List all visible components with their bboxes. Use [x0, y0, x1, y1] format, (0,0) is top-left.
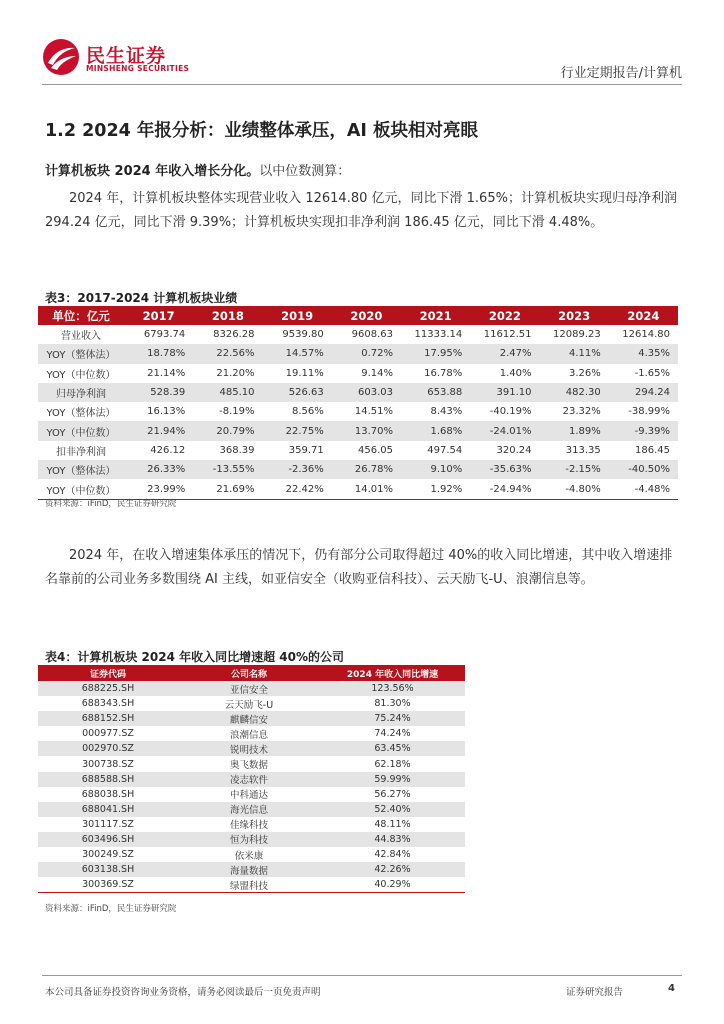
table-cell: -13.55%: [193, 460, 262, 479]
table4-row: [38, 787, 465, 802]
table4-row: [38, 862, 465, 877]
table-cell: 8.43%: [430, 406, 463, 418]
table-cell: 营业收入: [61, 331, 101, 343]
table-cell: 74.24%: [374, 728, 411, 740]
brand-name-en: MINSHENG SECURITIES: [86, 64, 190, 73]
table-cell: 14.57%: [263, 344, 332, 363]
table-cell: 中科通达: [229, 790, 268, 802]
paragraph-lead: 计算机板块 2024 年收入增长分化。: [45, 164, 260, 179]
table-cell: 9.10%: [401, 460, 470, 479]
table-cell: 9539.80: [282, 329, 324, 341]
table3-row: [38, 344, 678, 363]
table-cell: -40.19%: [489, 406, 532, 418]
table-cell: 688343.SH: [81, 698, 135, 710]
table4-header-cell: 2024 年收入同比增速: [320, 665, 465, 681]
paragraph-summary: 2024 年，计算机板块整体实现营业收入 12614.80 亿元，同比下滑 1.65%；计算机板块实现归母净利润 294.24 亿元，同比下滑 9.39%；计算机板块实现扣非净利润 186.45 亿元，同比下滑 4.48%。: [45, 191, 677, 230]
table-cell: -1.65%: [634, 367, 670, 379]
table-cell: 21.69%: [193, 479, 262, 499]
table3-row: [38, 402, 678, 421]
table-cell: 8.56%: [291, 406, 324, 418]
table-cell: 6793.74: [143, 329, 186, 341]
table4-header-row: [38, 665, 465, 681]
table4-row: [38, 817, 465, 832]
table-cell: 4.35%: [609, 344, 678, 363]
table-cell: 12089.23: [553, 329, 601, 341]
table-cell: 13.70%: [332, 421, 401, 440]
table3-header-cell: 2020: [332, 306, 401, 325]
table3-row: [38, 421, 678, 440]
table3-row: [38, 364, 678, 383]
table-cell: 426.12: [150, 444, 186, 456]
table-cell: 21.94%: [124, 421, 193, 440]
brand-logo: [42, 38, 190, 78]
table-cell: 佳缘科技: [229, 820, 268, 832]
table-cell: YOY（中位数）: [38, 421, 124, 440]
table-cell: 688038.SH: [81, 788, 135, 800]
table-cell: 42.84%: [374, 849, 411, 861]
header-divider: [42, 84, 682, 85]
table-cell: 9608.63: [351, 329, 393, 341]
paragraph-lead-rest: 以中位数测算：: [259, 164, 351, 179]
table-cell: 麒麟信安: [178, 711, 320, 726]
table-cell: 22.42%: [263, 479, 332, 499]
table-cell: 1.89%: [540, 421, 609, 440]
table-cell: 653.88: [401, 383, 470, 402]
table-cell: 11612.51: [483, 329, 532, 341]
table-cell: -40.50%: [609, 460, 678, 479]
table4-body: [38, 681, 465, 893]
table-cell: -24.94%: [470, 479, 539, 499]
table-cell: 48.11%: [374, 818, 411, 830]
table-cell: 依米康: [234, 850, 264, 862]
table-cell: -38.99%: [628, 406, 670, 418]
table-cell: 浪潮信息: [229, 729, 268, 741]
table-cell: 528.39: [124, 383, 193, 402]
table-cell: 63.45%: [320, 741, 465, 756]
table3-row: [38, 460, 678, 479]
table-cell: 603.03: [332, 383, 401, 402]
table4-header-cell: 证券代码: [38, 665, 178, 681]
table-cell: 锐明技术: [178, 741, 320, 756]
table-cell: 22.56%: [193, 344, 262, 363]
table-cell: 000977.SZ: [82, 728, 134, 740]
table-cell: 恒为科技: [178, 832, 320, 847]
table4-row: [38, 681, 465, 696]
table-cell: 17.95%: [401, 344, 470, 363]
page-number: 4: [668, 983, 675, 994]
table-cell: 42.26%: [320, 862, 465, 877]
table3-row: [38, 383, 678, 402]
table4-companies: [38, 665, 465, 893]
table-cell: -2.15%: [540, 460, 609, 479]
table3-row: [38, 441, 678, 460]
table-cell: 2.47%: [470, 344, 539, 363]
table-cell: 26.33%: [124, 460, 193, 479]
table-cell: 20.79%: [193, 421, 262, 440]
page-header: [0, 0, 724, 88]
table3-header-cell: 2022: [470, 306, 539, 325]
table-cell: YOY（中位数）: [46, 369, 116, 381]
footer-divider: [42, 975, 682, 976]
table-cell: 亚信安全: [178, 681, 320, 696]
table-cell: 391.10: [470, 383, 539, 402]
table-cell: 21.14%: [147, 367, 186, 379]
table-cell: 9.14%: [361, 367, 393, 379]
table-cell: 绿盟科技: [178, 877, 320, 893]
table-cell: 603138.SH: [38, 862, 178, 877]
table-cell: 3.26%: [568, 367, 601, 379]
table3-header-row: [38, 306, 678, 325]
table3-row: [38, 325, 678, 344]
table3-header-cell: 2024: [609, 306, 678, 325]
table-cell: 4.11%: [540, 344, 609, 363]
table4-row: [38, 877, 465, 893]
table4-row: [38, 741, 465, 756]
table-cell: 456.05: [358, 444, 393, 456]
table-cell: -9.39%: [609, 421, 678, 440]
table-cell: 186.45: [635, 444, 670, 456]
table4-row: [38, 726, 465, 741]
table-cell: 云天励飞-U: [224, 699, 274, 711]
table-cell: 62.18%: [374, 758, 411, 770]
paragraph-ai-growth: 2024 年，在收入增速集体承压的情况下，仍有部分公司取得超过 40%的收入同比增速，其中收入增速排名靠前的公司业务多数围绕 AI 主线，如亚信安全（收购亚信科技）、云天励飞-U、浪潮信息等。: [45, 548, 673, 587]
table-cell: 123.56%: [320, 681, 465, 696]
table-cell: 526.63: [263, 383, 332, 402]
table-cell: 14.51%: [354, 406, 393, 418]
table4-row: [38, 772, 465, 787]
table-cell: 14.01%: [332, 479, 401, 499]
table-cell: 19.11%: [285, 367, 324, 379]
table3-source: 资料来源：iFinD，民生证券研究院: [45, 499, 177, 509]
table-cell: 40.29%: [320, 877, 465, 893]
table4-header-cell: 公司名称: [178, 665, 320, 681]
table-cell: 81.30%: [374, 698, 411, 710]
table4-row: [38, 711, 465, 726]
table-cell: 300369.SZ: [38, 877, 178, 893]
table-cell: -35.63%: [470, 460, 539, 479]
table3-body: [38, 325, 678, 499]
table-cell: 26.78%: [332, 460, 401, 479]
table-cell: 320.24: [496, 444, 532, 456]
table3-performance: [38, 306, 678, 500]
table-cell: 归母净利润: [38, 383, 124, 402]
table-cell: 313.35: [565, 444, 601, 456]
table-cell: 603496.SH: [38, 832, 178, 847]
section-title: 1.2 2024 年报分析：业绩整体承压，AI 板块相对亮眼: [45, 121, 479, 141]
table3-header-cell: 2023: [540, 306, 609, 325]
table-cell: 002970.SZ: [38, 741, 178, 756]
table-cell: -4.48%: [609, 479, 678, 499]
table3-header-cell: 2021: [401, 306, 470, 325]
table-cell: 海量数据: [178, 862, 320, 877]
minsheng-logo-icon: [42, 38, 80, 76]
table-cell: 300249.SZ: [82, 849, 134, 861]
table4-row: [38, 802, 465, 817]
table-cell: 23.32%: [562, 406, 601, 418]
table-cell: 688041.SH: [38, 802, 178, 817]
table-cell: -8.19%: [219, 406, 255, 418]
table-cell: 21.20%: [216, 367, 255, 379]
table-cell: 12614.80: [622, 329, 670, 341]
table4-row: [38, 847, 465, 862]
table-cell: 1.68%: [401, 421, 470, 440]
table4-row: [38, 696, 465, 711]
table-cell: 海光信息: [178, 802, 320, 817]
table3-header-cell: 2019: [263, 306, 332, 325]
table3-title: 表3：2017-2024 计算机板块业绩: [45, 291, 238, 305]
table3-header-cell: 单位：亿元: [38, 306, 124, 325]
table4-row: [38, 756, 465, 771]
table-cell: 56.27%: [374, 788, 411, 800]
table-cell: -2.36%: [263, 460, 332, 479]
table-cell: 0.72%: [332, 344, 401, 363]
footer-doc-type: 证券研究报告: [566, 987, 624, 998]
table-cell: 11333.14: [414, 329, 463, 341]
table-cell: -24.01%: [470, 421, 539, 440]
table-cell: YOY（整体法）: [38, 460, 124, 479]
table4-source: 资料来源：iFinD，民生证券研究院: [45, 904, 177, 914]
table-cell: 75.24%: [320, 711, 465, 726]
table-cell: 294.24: [609, 383, 678, 402]
table3-header-cell: 2018: [193, 306, 262, 325]
table-cell: 52.40%: [320, 802, 465, 817]
table-cell: 688225.SH: [38, 681, 178, 696]
table-cell: 485.10: [193, 383, 262, 402]
table-cell: 18.78%: [124, 344, 193, 363]
table4-row: [38, 832, 465, 847]
table-cell: 688152.SH: [38, 711, 178, 726]
table4-title: 表4：计算机板块 2024 年收入同比增速超 40%的公司: [45, 650, 345, 664]
brand-name-cn: 民生证券: [86, 45, 167, 67]
table-cell: -4.80%: [540, 479, 609, 499]
table-cell: YOY（整体法）: [46, 408, 116, 420]
table-cell: 482.30: [540, 383, 609, 402]
table-cell: 688588.SH: [38, 772, 178, 787]
table-cell: 368.39: [219, 444, 255, 456]
table-cell: 59.99%: [320, 772, 465, 787]
table-cell: 44.83%: [320, 832, 465, 847]
report-category: 行业定期报告/计算机: [560, 66, 682, 81]
table-cell: 301117.SZ: [82, 818, 134, 830]
table-cell: 16.78%: [424, 367, 463, 379]
paragraph-intro: [45, 160, 679, 184]
table-cell: 359.71: [288, 444, 324, 456]
table-cell: 16.13%: [147, 406, 186, 418]
table-cell: 23.99%: [124, 479, 193, 499]
table-cell: 300738.SZ: [82, 758, 134, 770]
table-cell: 1.40%: [499, 367, 532, 379]
table-cell: 497.54: [427, 444, 463, 456]
table-cell: 1.92%: [401, 479, 470, 499]
table-cell: 扣非净利润: [56, 446, 106, 458]
table-cell: 奥飞数据: [229, 760, 268, 772]
table-cell: 凌志软件: [178, 772, 320, 787]
table-cell: 8326.28: [213, 329, 255, 341]
table3-header-cell: 2017: [124, 306, 193, 325]
table-cell: YOY（中位数）: [38, 479, 124, 499]
footer-disclaimer: 本公司具备证券投资咨询业务资格，请务必阅读最后一页免责声明: [45, 987, 321, 998]
table-cell: YOY（整体法）: [38, 344, 124, 363]
table-cell: 22.75%: [263, 421, 332, 440]
